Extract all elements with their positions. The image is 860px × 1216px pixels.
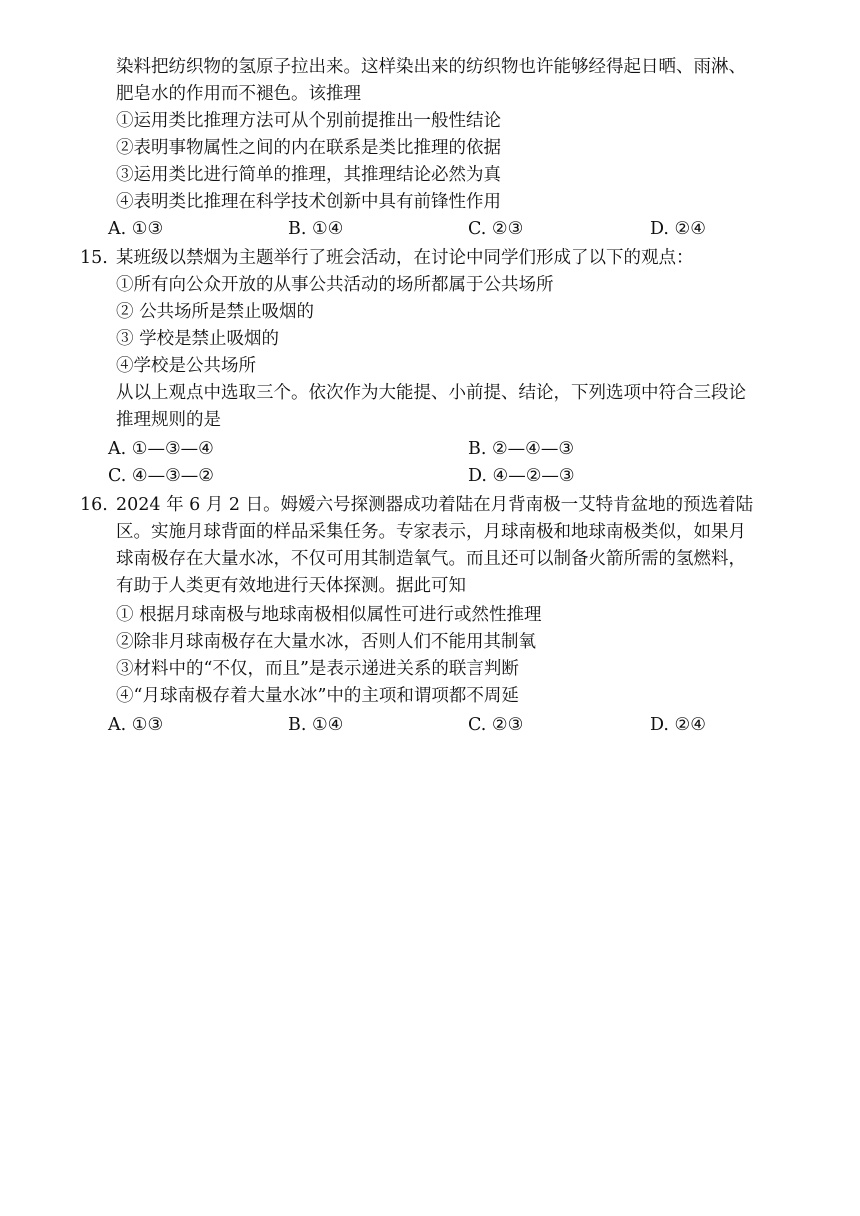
q15-statement-2: ② 公共场所是禁止吸烟的: [116, 302, 315, 322]
q14-option-b[interactable]: B. ①④: [288, 219, 344, 239]
q16-option-b[interactable]: B. ①④: [288, 715, 344, 735]
q15-option-b[interactable]: B. ②—④—③: [468, 439, 575, 459]
q15-question-line-2: 推理规则的是: [116, 410, 221, 430]
q16-option-a[interactable]: A. ①③: [108, 715, 164, 735]
q14-statement-1: ①运用类比推理方法可从个别前提推出一般性结论: [116, 111, 501, 131]
q16-stem-line-1: 2024 年 6 月 2 日。姆嫒六号探测器成功着陆在月背南极一艾特肯盆地的预选着陆: [116, 495, 754, 515]
q15-stem-line-1: 某班级以禁烟为主题举行了班会活动，在讨论中同学们形成了以下的观点：: [116, 248, 694, 268]
q15-option-d[interactable]: D. ④—②—③: [468, 466, 575, 486]
q14-stem-line-2: 肥皂水的作用而不褪色。该推理: [116, 84, 361, 104]
q15-option-a[interactable]: A. ①—③—④: [108, 439, 214, 459]
q16-statement-4: ④“月球南极存着大量水冰”中的主项和谓项都不周延: [116, 686, 519, 706]
q15-statement-4: ④学校是公共场所: [116, 356, 256, 376]
q16-option-d[interactable]: D. ②④: [650, 715, 706, 735]
q15-statement-3: ③ 学校是禁止吸烟的: [116, 329, 280, 349]
q14-option-d[interactable]: D. ②④: [650, 219, 706, 239]
q14-stem-line-1: 染料把纺织物的氢原子拉出来。这样染出来的纺织物也许能够经得起日晒、雨淋、: [116, 57, 746, 77]
q15-option-c[interactable]: C. ④—③—②: [108, 466, 214, 486]
q14-option-c[interactable]: C. ②③: [468, 219, 524, 239]
q16-stem-line-3: 球南极存在大量水冰，不仅可用其制造氧气。而且还可以制备火箭所需的氢燃料，: [116, 549, 746, 569]
q15-question-line-1: 从以上观点中选取三个。依次作为大能提、小前提、结论，下列选项中符合三段论: [116, 383, 746, 403]
q16-number: 16.: [80, 495, 108, 515]
q14-option-a[interactable]: A. ①③: [108, 219, 164, 239]
q15-statement-1: ①所有向公众开放的从事公共活动的场所都属于公共场所: [116, 275, 554, 295]
q16-statement-2: ②除非月球南极存在大量水冰，否则人们不能用其制氧: [116, 632, 536, 652]
q16-stem-line-2: 区。实施月球背面的样品采集任务。专家表示，月球南极和地球南极类似，如果月: [116, 522, 746, 542]
q14-statement-4: ④表明类比推理在科学技术创新中具有前锋性作用: [116, 192, 501, 212]
q14-statement-2: ②表明事物属性之间的内在联系是类比推理的依据: [116, 138, 501, 158]
q16-statement-1: ① 根据月球南极与地球南极相似属性可进行或然性推理: [116, 605, 542, 625]
q16-statement-3: ③材料中的“不仅，而且”是表示递进关系的联言判断: [116, 659, 519, 679]
q16-stem-line-4: 有助于人类更有效地进行天体探测。据此可知: [116, 576, 466, 596]
q14-statement-3: ③运用类比进行简单的推理，其推理结论必然为真: [116, 165, 501, 185]
q16-option-c[interactable]: C. ②③: [468, 715, 524, 735]
q15-number: 15.: [80, 248, 108, 268]
